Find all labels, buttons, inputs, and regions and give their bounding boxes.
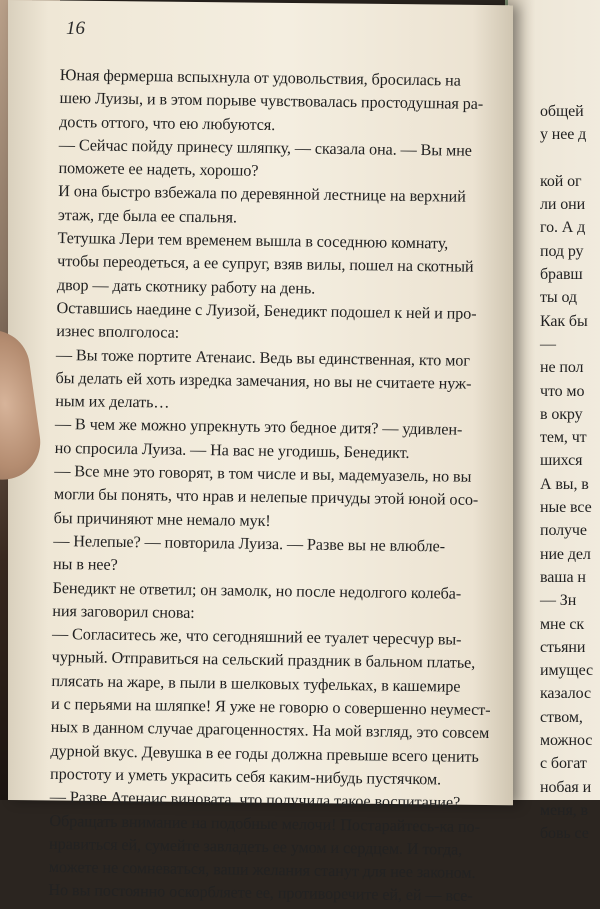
text-line: Тетушка Лери тем временем вышла в соседнюю комнату, xyxy=(57,229,449,253)
text-line: шею Луизы, и в этом порыве чувствовалась простодушная ра- xyxy=(59,89,484,114)
text-line: ным их делать… xyxy=(55,392,170,412)
text-line: Бенедикт не ответил; он замолк, но после недолгого колеба- xyxy=(52,578,462,603)
right-page-line: ваша н xyxy=(540,568,586,586)
right-page-line: ные все xyxy=(540,499,592,517)
main-text xyxy=(48,64,490,909)
text-line: можете не сомневаться, ваши желания станут для нее законом. xyxy=(48,858,476,882)
right-page-line: что мо xyxy=(540,382,585,400)
right-page-line: в окру xyxy=(540,405,583,423)
text-line: этаж, где была ее спальня. xyxy=(57,205,238,227)
right-page-line: ние дел xyxy=(540,545,591,563)
text-line: бы делать ей хоть изредка замечания, но вы не считаете нуж- xyxy=(55,368,472,393)
right-page-line: тем, чт xyxy=(540,429,587,447)
text-line: дурной вкус. Девушка в ее годы должна превыше всего ценить xyxy=(50,741,479,766)
right-page-line: мне ск xyxy=(540,615,585,633)
right-page-line: можнос xyxy=(540,732,593,750)
text-line: — В чем же можно упрекнуть это бедное дитя? — удивлен- xyxy=(54,415,463,440)
text-line: — Разве Атенаис виновата, что получила такое воспитание? xyxy=(49,788,461,812)
text-line: ния заговорил снова: xyxy=(52,601,195,622)
right-page-line: го. А д xyxy=(540,219,586,237)
right-page-line: у нее д xyxy=(540,126,587,144)
right-page-line: шихся xyxy=(540,452,583,470)
right-page-line: нобая и xyxy=(540,778,592,796)
text-line: — Согласитесь же, что сегодняшний ее туалет чересчур вы- xyxy=(51,625,462,649)
text-line: чурный. Отправиться на сельский праздник в бальном платье, xyxy=(51,648,476,673)
right-page-line: — Зн xyxy=(540,592,577,610)
text-line: — Вы тоже портите Атенаис. Ведь вы единственная, кто мог xyxy=(55,345,470,370)
text-line: ны в нее? xyxy=(52,555,118,575)
text-line: простоту и уметь украсить себя каким-нибудь пустячком. xyxy=(49,764,442,789)
right-page-line: под ру xyxy=(540,242,584,260)
text-line: И она быстро взбежала по деревянной лестнице на верхний xyxy=(58,182,466,207)
text-line: Но вы постоянно оскорбляете ее, противоречите ей, ей — все- xyxy=(48,881,473,906)
right-page-line: кой ог xyxy=(540,172,582,190)
text-line: Юная фермерша вспыхнула от удовольствия, бросилась на xyxy=(59,65,461,90)
text-line: ных в данном случае драгоценностях. На мой взгляд, это совсем xyxy=(50,718,490,743)
right-page-line: А вы, в xyxy=(540,475,589,493)
right-page-line: получе xyxy=(540,522,587,540)
text-line: и с перьями на шляпке! Я уже не говорю о совершенно неумест- xyxy=(50,694,491,720)
text-line: поможете ее надеть, хорошо? xyxy=(58,159,259,180)
right-page-line: казалос xyxy=(540,685,591,703)
text-line: но спросила Луиза. — На вас не угодишь, Бенедикт. xyxy=(54,438,410,462)
text-line: бы причиняют мне немало мук! xyxy=(53,508,271,530)
text-line: изнес вполголоса: xyxy=(56,322,180,342)
right-page-line: ли они xyxy=(540,196,586,214)
right-page-line: меня, в xyxy=(540,801,589,819)
text-line: чтобы переодеться, а ее супруг, взяв вилы, пошел на скотный xyxy=(57,252,474,277)
right-page-line: — xyxy=(540,335,556,353)
text-line: — Все мне это говорят, в том числе и вы, мадемуазель, но вы xyxy=(54,462,472,486)
page-number: 16 xyxy=(66,18,85,39)
text-line: плясать на жаре, в пыли в шелковых туфельках, в кашемире xyxy=(51,671,461,696)
text-line: — Нелепые? — повторила Луиза. — Разве вы не влюблe- xyxy=(53,531,446,556)
text-line: нравиться ей, сумейте завладеть ее умом и сердцем. И тогда, xyxy=(48,834,463,859)
text-line: Обращать внимание на подобные мелочи! Постарайтесь-ка по- xyxy=(49,811,480,836)
right-page-line: общей xyxy=(540,103,584,120)
right-page-line: не пол xyxy=(540,359,584,377)
text-line: — Сейчас пойду принесу шляпку, — сказала она. — Вы мне xyxy=(58,135,472,160)
right-page-line: бовь се xyxy=(540,825,589,843)
right-page-text xyxy=(540,100,600,846)
right-page-line: стьяни xyxy=(540,638,586,656)
right-page-line: бравш xyxy=(540,266,583,284)
right-page-line: с богат xyxy=(540,755,587,773)
right-page-line: Как бы xyxy=(540,312,588,330)
right-page-line: ством, xyxy=(540,708,583,726)
text-line: дость оттого, что ею любуются. xyxy=(59,112,276,134)
right-page-line: имущес xyxy=(540,662,594,680)
right-page-line: ты од xyxy=(540,289,577,307)
text-line: двор — дать скотнику работу на день. xyxy=(56,275,316,298)
right-page-line xyxy=(540,147,600,170)
text-line: Оставшись наедине с Луизой, Бенедикт подошел к ней и про- xyxy=(56,298,477,323)
text-line: могли бы понять, что нрав и нелепые причуды этой юной осо- xyxy=(53,485,479,510)
